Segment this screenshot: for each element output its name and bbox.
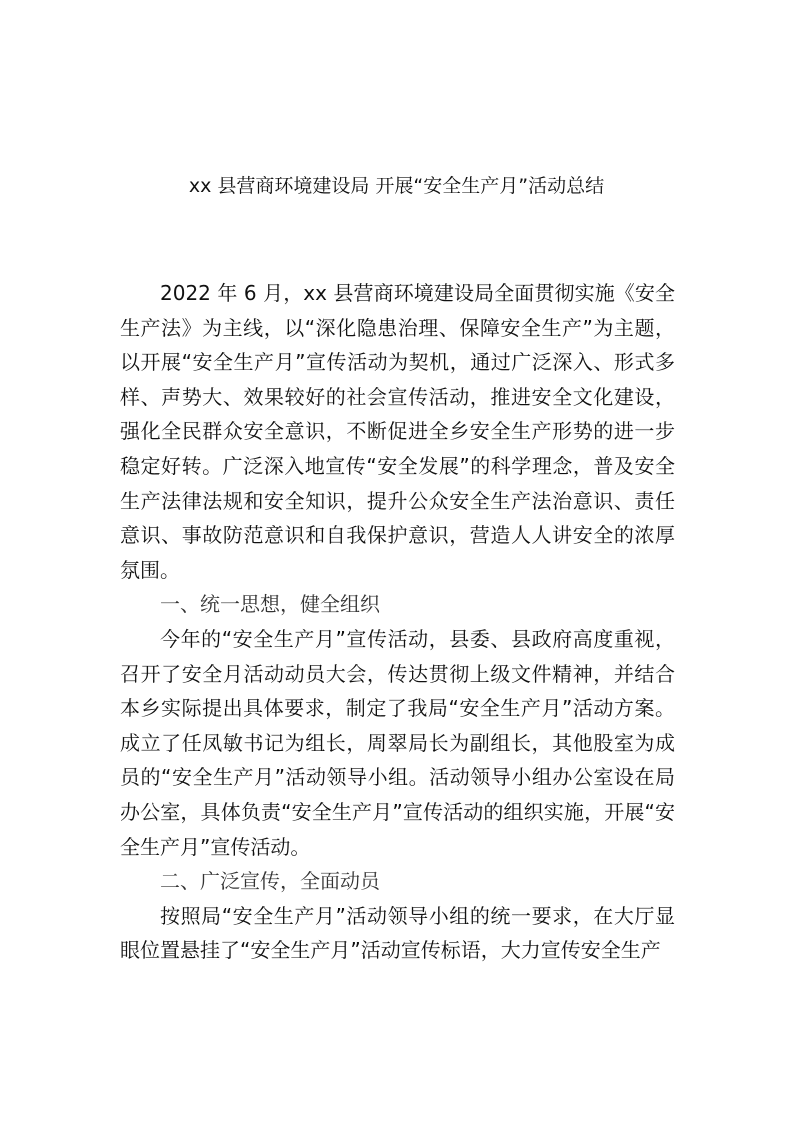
section-2-paragraph: 按照局“安全生产月”活动领导小组的统一要求，在大厅显眼位置悬挂了“安全生产月”活动宣传标语，大力宣传安全生产 — [120, 903, 675, 963]
intro-paragraph: 2022 年 6 月，xx 县营商环境建设局全面贯彻实施《安全生产法》为主线，以“深化隐患治理、保障安全生产”为主题，以开展“安全生产月”宣传活动为契机，通过广泛深入、形式多样、声势大、效果较好的社会宣传活动，推进安全文化建设，强化全民群众安全意识，不断促进全乡安全生产形势的进一步稳定好转。广泛深入地宣传“安全发展”的科学理念，普及安全生产法律法规和安全知识，提升公众安全生产法治意识、责任意识、事故防范意识和自我保护意识，营造人人讲安全的浓厚氛围。 — [120, 281, 675, 582]
document-title: xx 县营商环境建设局 开展“安全生产月”活动总结 — [188, 175, 605, 197]
document-body — [120, 276, 675, 968]
section-heading-2: 二、广泛宣传，全面动员 — [160, 869, 380, 894]
section-heading-1: 一、统一思想，健全组织 — [160, 592, 380, 617]
section-1-paragraph: 今年的“安全生产月”宣传活动，县委、县政府高度重视，召开了安全月活动动员大会，传达贯彻上级文件精神，并结合本乡实际提出具体要求，制定了我局“安全生产月”活动方案。成立了任凤敏书记为组长，周翠局长为副组长，其他股室为成员的“安全生产月”活动领导小组。活动领导小组办公室设在局办公室，具体负责“安全生产月”宣传活动的组织实施，开展“安全生产月”宣传活动。 — [120, 626, 675, 859]
